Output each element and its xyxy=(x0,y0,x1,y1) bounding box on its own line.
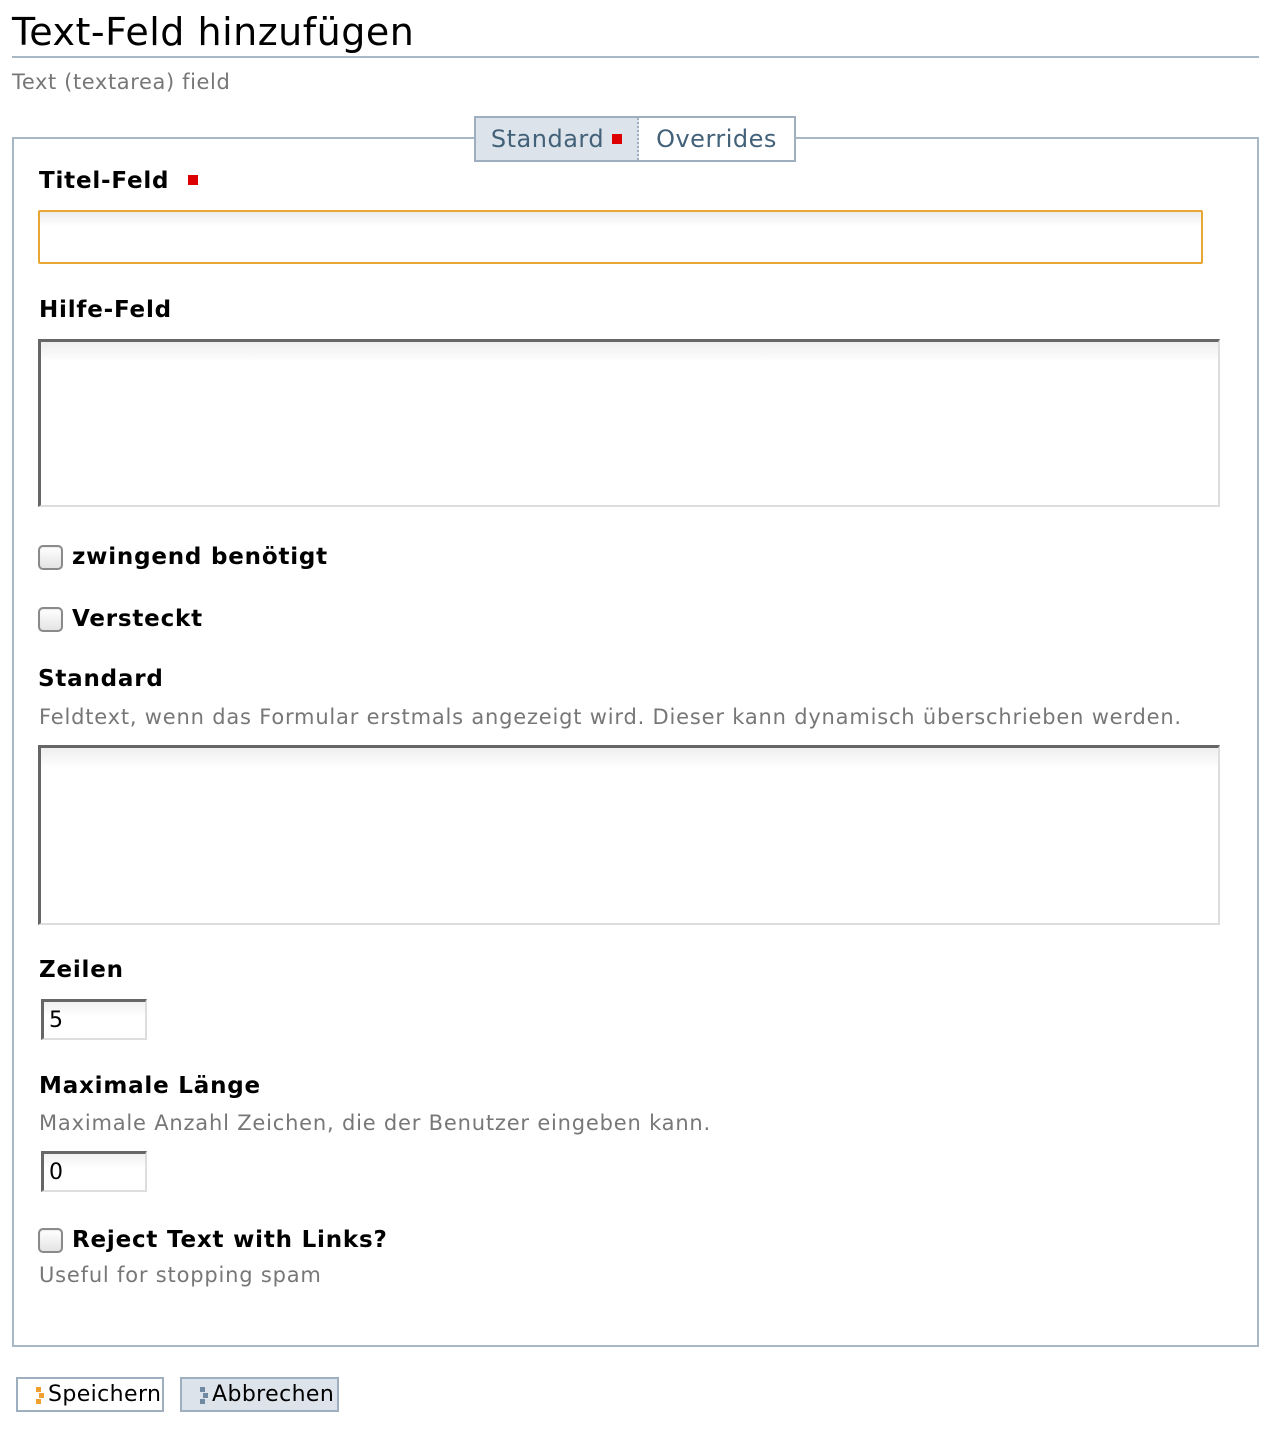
tab-standard[interactable] xyxy=(476,118,639,160)
help-field-label: Hilfe-Feld xyxy=(39,297,172,323)
save-button[interactable] xyxy=(16,1377,164,1412)
default-field-textarea[interactable] xyxy=(38,745,1220,925)
form-fieldset xyxy=(12,137,1259,1347)
tab-standard-label: Standard xyxy=(490,125,605,153)
cancel-button-label: Abbrechen xyxy=(212,1382,335,1407)
tab-overrides-label: Overrides xyxy=(656,125,777,153)
save-button-label: Speichern xyxy=(48,1382,162,1407)
cancel-button[interactable] xyxy=(180,1377,339,1412)
reject-links-checkbox-label: Reject Text with Links? xyxy=(72,1227,388,1253)
form-tabs xyxy=(474,116,796,162)
required-marker-icon xyxy=(612,134,622,144)
reject-links-checkbox-row xyxy=(38,1227,388,1253)
rows-field-label: Zeilen xyxy=(39,957,124,983)
default-field-label: Standard xyxy=(38,666,164,692)
required-checkbox[interactable] xyxy=(38,545,63,570)
reject-links-help: Useful for stopping spam xyxy=(39,1263,322,1287)
help-field-textarea[interactable] xyxy=(38,339,1220,507)
page-subtitle: Text (textarea) field xyxy=(12,70,231,94)
hidden-checkbox-row xyxy=(38,606,203,632)
maxlength-field-help: Maximale Anzahl Zeichen, die der Benutzer eingeben kann. xyxy=(39,1111,712,1135)
title-field-input[interactable] xyxy=(38,210,1203,264)
maxlength-field-label: Maximale Länge xyxy=(39,1073,261,1099)
required-checkbox-row xyxy=(38,544,328,570)
cancel-button-icon xyxy=(200,1387,208,1405)
title-field-label-text: Titel-Feld xyxy=(39,168,170,194)
page-title: Text-Feld hinzufügen xyxy=(12,8,1259,58)
hidden-checkbox-label: Versteckt xyxy=(72,606,203,632)
required-checkbox-label: zwingend benötigt xyxy=(72,544,328,570)
rows-field-input[interactable] xyxy=(41,999,147,1040)
default-field-help: Feldtext, wenn das Formular erstmals angezeigt wird. Dieser kann dynamisch überschrieben werden. xyxy=(39,705,1182,729)
tab-overrides[interactable] xyxy=(639,118,794,160)
maxlength-field-input[interactable] xyxy=(41,1151,147,1192)
reject-links-checkbox[interactable] xyxy=(38,1228,63,1253)
required-marker-icon xyxy=(188,175,198,185)
save-button-icon xyxy=(36,1387,44,1405)
title-field-label xyxy=(39,168,198,194)
hidden-checkbox[interactable] xyxy=(38,607,63,632)
